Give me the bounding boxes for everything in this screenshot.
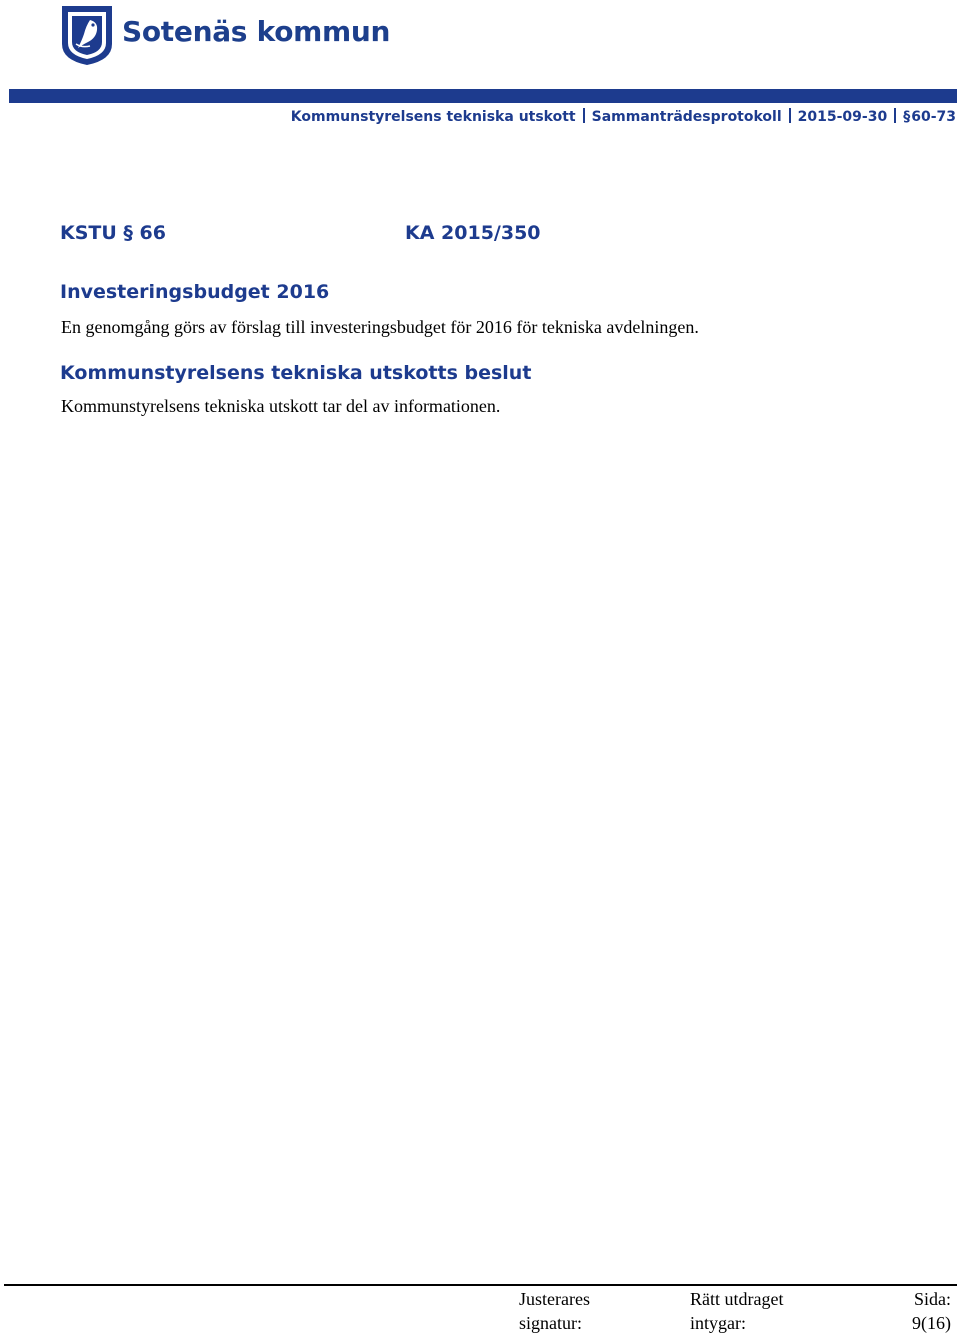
section-symbol: § — [123, 222, 133, 244]
item-title: Investeringsbudget 2016 — [60, 281, 330, 303]
signature-label-2: signatur: — [519, 1313, 582, 1333]
case-number: KA 2015/350 — [405, 222, 541, 244]
brand-name: Sotenäs kommun — [122, 15, 391, 48]
header-divider — [583, 108, 585, 123]
municipal-shield-icon — [60, 4, 114, 67]
municipality-logo — [60, 4, 390, 67]
meeting-date: 2015-09-30 — [797, 109, 888, 125]
page-number: 9(16) — [912, 1313, 951, 1333]
header-bar — [9, 89, 957, 103]
certify-label: Rätt utdraget — [690, 1289, 784, 1309]
section-label: KSTU — [60, 222, 117, 244]
committee-name: Kommunstyrelsens tekniska utskott — [290, 109, 576, 125]
section-symbol: § — [903, 109, 911, 125]
page-label: Sida: — [913, 1289, 951, 1309]
document-type: Sammanträdesprotokoll — [591, 109, 782, 125]
decision-text: Kommunstyrelsens tekniska utskott tar del av informationen. — [61, 396, 501, 416]
certify-label-2: intygar: — [690, 1313, 746, 1333]
header-divider — [894, 108, 896, 123]
case-row — [60, 222, 541, 244]
protocol-header — [291, 108, 956, 125]
footer-divider — [4, 1284, 957, 1286]
signature-label: Justerares — [519, 1289, 590, 1309]
section-range: 60-73 — [911, 109, 956, 125]
header-divider — [789, 108, 791, 123]
section-number: 66 — [139, 222, 166, 244]
item-description: En genomgång görs av förslag till investeringsbudget för 2016 för tekniska avdelningen. — [61, 317, 699, 337]
decision-heading: Kommunstyrelsens tekniska utskotts beslut — [60, 362, 532, 384]
